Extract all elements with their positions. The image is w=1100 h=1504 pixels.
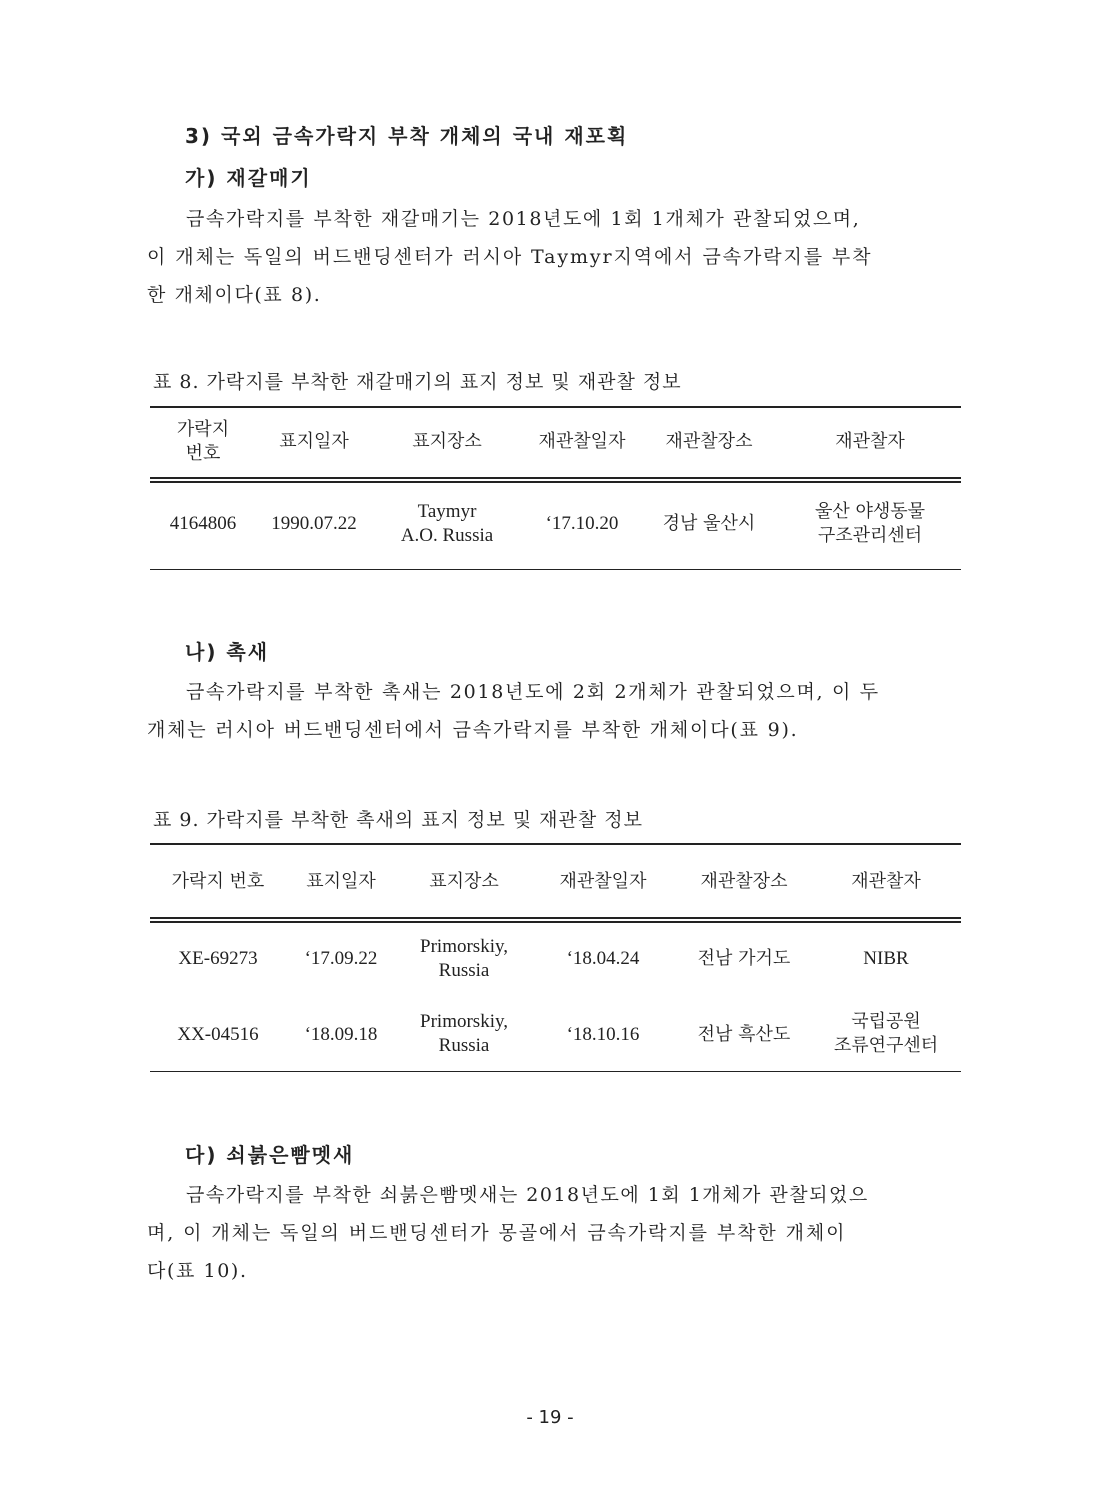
table-cell: 1990.07.22 [271,513,357,534]
table-cell: ‘17.10.20 [545,513,619,534]
table-header-cell: 재관찰일자 [559,871,647,892]
table-cell: 전남 흑산도 [697,1024,791,1045]
paragraph-line: 다(표 10). [147,1260,248,1282]
paragraph-line: 개체는 러시아 버드밴딩센터에서 금속가락지를 부착한 개체이다(표 9). [147,719,799,741]
table-cell: 울산 야생동물 구조관리센터 [814,501,926,546]
table-top-rule [150,843,961,845]
subsection-title-b: 나) 촉새 [185,640,270,664]
table-cell: 전남 가거도 [697,948,791,969]
table-bottom-rule [150,569,961,570]
table-header-cell: 가락지 번호 [171,871,265,892]
table-header-cell: 재관찰자 [851,871,921,892]
table-header-rule [150,917,961,923]
paragraph-line: 한 개체이다(표 8). [147,284,322,306]
table-header-cell: 재관찰장소 [665,431,753,452]
table-header-cell: 표지일자 [279,431,349,452]
subsection-title-c: 다) 쇠붉은빰멧새 [185,1143,355,1167]
paragraph-line: 금속가락지를 부착한 쇠붉은빰멧새는 2018년도에 1회 1개체가 관찰되었으 [186,1184,869,1206]
table-cell: NIBR [863,948,909,969]
table-cell: Taymyr A.O. Russia [400,501,494,546]
table-header-cell: 표지일자 [306,871,376,892]
table-header-cell: 표지장소 [429,871,499,892]
table-header-cell: 재관찰자 [835,431,905,452]
paragraph-line: 금속가락지를 부착한 촉새는 2018년도에 2회 2개체가 관찰되었으며, 이 두 [186,681,880,703]
table-cell: Primorskiy, Russia [420,1011,508,1056]
table-cell: ‘18.09.18 [304,1024,378,1045]
table-header-cell: 재관찰장소 [700,871,788,892]
table-caption: 표 8. 가락지를 부착한 재갈매기의 표지 정보 및 재관찰 정보 [153,371,682,393]
page-number: - 19 - [526,1407,574,1428]
table-cell: ‘18.10.16 [566,1024,640,1045]
table-cell: XE-69273 [178,948,258,969]
table-top-rule [150,406,961,408]
table-header-cell: 재관찰일자 [538,431,626,452]
table-cell: 국립공원 조류연구센터 [833,1011,939,1056]
paragraph-line: 며, 이 개체는 독일의 버드밴딩센터가 몽골에서 금속가락지를 부착한 개체이 [147,1222,847,1244]
table-cell: ‘18.04.24 [566,948,640,969]
section-title: 3) 국외 금속가락지 부착 개체의 국내 재포획 [185,124,629,148]
table-header-rule [150,477,961,483]
table-cell: Primorskiy, Russia [420,936,508,981]
subsection-title-a: 가) 재갈매기 [185,166,312,190]
paragraph-line: 금속가락지를 부착한 재갈매기는 2018년도에 1회 1개체가 관찰되었으며, [186,208,861,230]
paragraph-line: 이 개체는 독일의 버드밴딩센터가 러시아 Taymyr지역에서 금속가락지를 부착 [147,246,873,268]
table-bottom-rule [150,1071,961,1072]
table-cell: 4164806 [169,513,237,534]
table-cell: XX-04516 [177,1024,259,1045]
table-caption: 표 9. 가락지를 부착한 촉새의 표지 정보 및 재관찰 정보 [153,809,643,831]
table-header-cell: 가락지 번호 [176,419,230,464]
table-cell: 경남 울산시 [662,513,756,534]
table-cell: ‘17.09.22 [304,948,378,969]
table-header-cell: 표지장소 [412,431,482,452]
